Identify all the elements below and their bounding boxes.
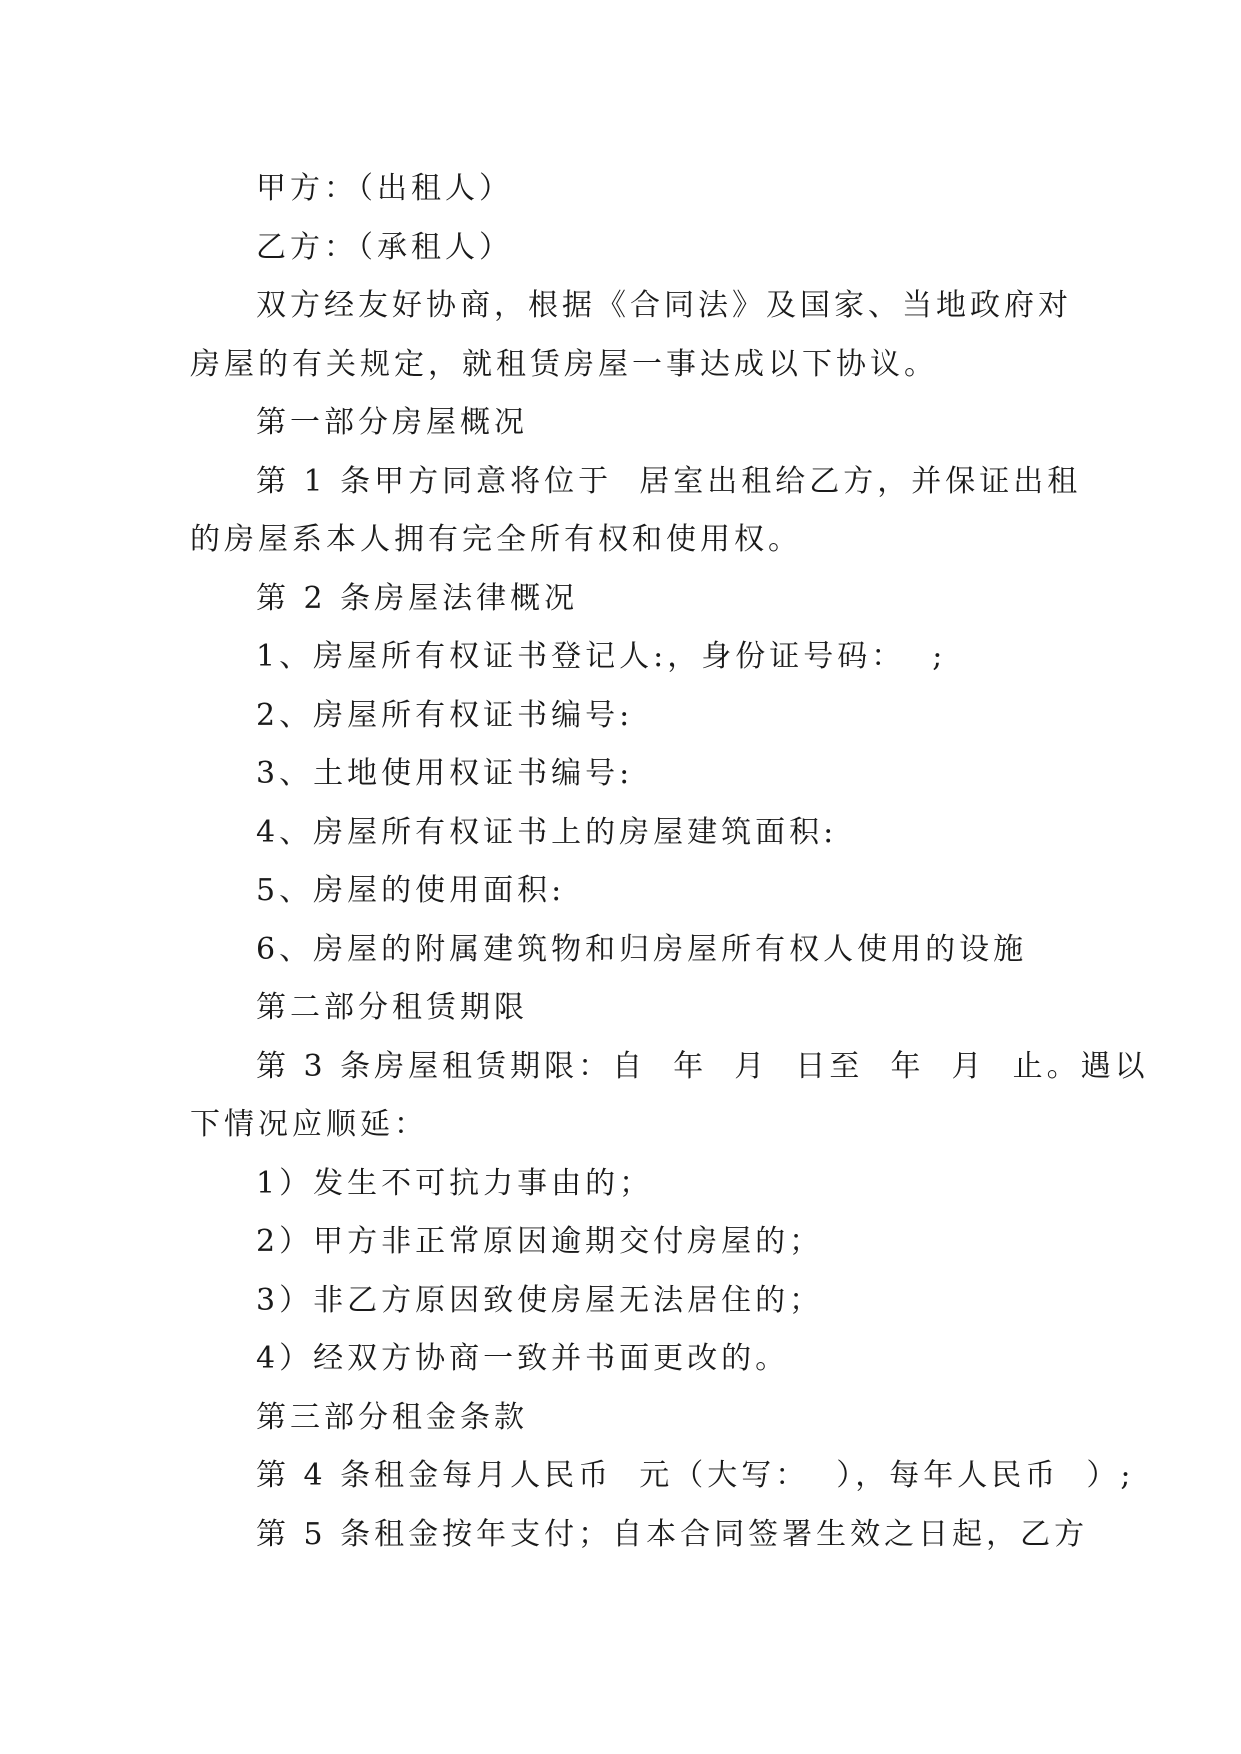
text-line: 第 4 条租金每月人民币 元（大写： ），每年人民币 ）; bbox=[256, 1458, 1135, 1493]
list-item: 3、土地使用权证书编号: bbox=[256, 756, 634, 791]
text-line: 第 3 条房屋租赁期限：自 年 月 日至 年 月 止。遇以 bbox=[256, 1048, 1149, 1084]
list-item: 2、房屋所有权证书编号: bbox=[256, 697, 634, 733]
list-item: 5、房屋的使用面积: bbox=[256, 873, 566, 908]
document-page bbox=[190, 160, 1149, 1564]
text-line: 第 1 条甲方同意将位于 居室出租给乙方，并保证出租 bbox=[256, 463, 1082, 499]
list-item: 2）甲方非正常原因逾期交付房屋的； bbox=[256, 1224, 824, 1259]
list-item: 1）发生不可抗力事由的； bbox=[256, 1165, 654, 1201]
list-item: 6、房屋的附属建筑物和归房屋所有权人使用的设施 bbox=[256, 931, 1028, 967]
section-heading: 第三部分租金条款 bbox=[256, 1399, 528, 1435]
text-line: 第 5 条租金按年支付；自本合同签署生效之日起，乙方 bbox=[256, 1516, 1089, 1552]
text-line: 双方经友好协商，根据《合同法》及国家、当地政府对 bbox=[256, 288, 1072, 323]
list-item: 3）非乙方原因致使房屋无法居住的； bbox=[256, 1282, 824, 1318]
text-line: 的房屋系本人拥有完全所有权和使用权。 bbox=[190, 522, 802, 557]
list-item: 4、房屋所有权证书上的房屋建筑面积: bbox=[256, 814, 838, 850]
text-line: 甲方：（出租人） bbox=[256, 171, 513, 206]
text-line: 第 2 条房屋法律概况 bbox=[256, 580, 579, 616]
text-line: 乙方：（承租人） bbox=[256, 229, 513, 265]
list-item: 4）经双方协商一致并书面更改的。 bbox=[256, 1341, 790, 1376]
section-heading: 第二部分租赁期限 bbox=[256, 990, 528, 1025]
list-item: 1、房屋所有权证书登记人:，身份证号码： ; bbox=[256, 639, 947, 674]
text-line: 下情况应顺延： bbox=[190, 1107, 428, 1142]
text-line: 房屋的有关规定，就租赁房屋一事达成以下协议。 bbox=[190, 346, 938, 382]
section-heading: 第一部分房屋概况 bbox=[256, 405, 528, 440]
